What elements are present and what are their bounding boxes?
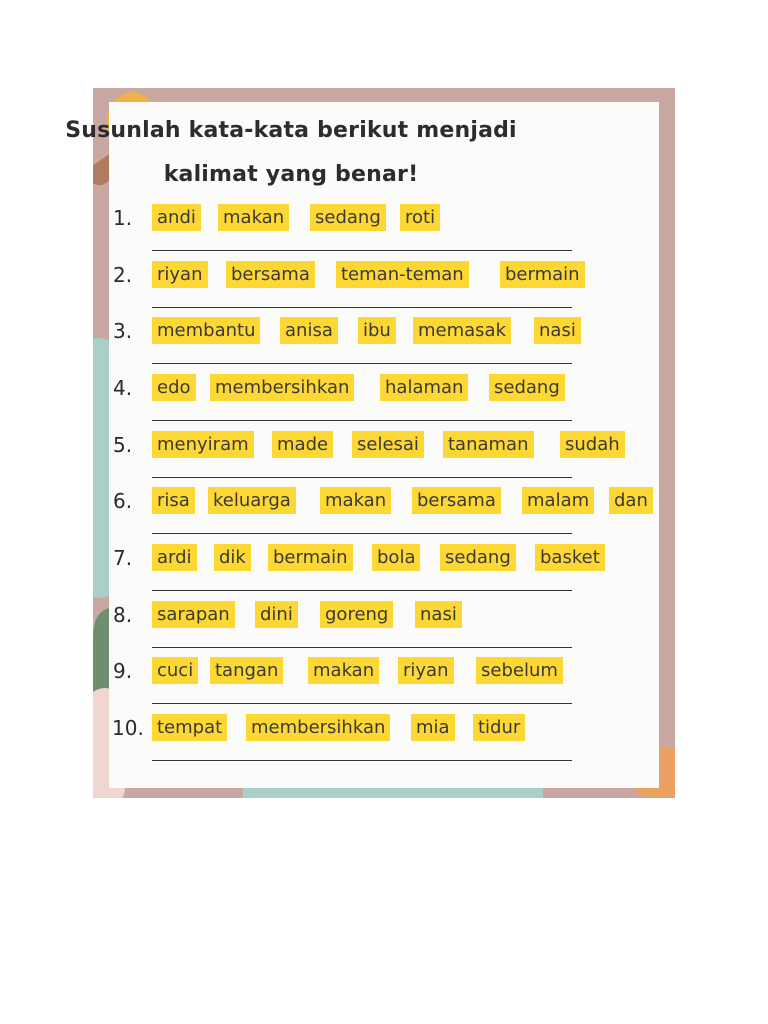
word-tile: membersihkan: [246, 714, 390, 741]
word-tile: sudah: [560, 431, 625, 458]
word-tile: bola: [372, 544, 420, 571]
word-tile: malam: [522, 487, 594, 514]
answer-line[interactable]: [152, 477, 572, 478]
word-tile: bermain: [268, 544, 353, 571]
word-tile: cuci: [152, 657, 198, 684]
word-tile: mia: [411, 714, 455, 741]
word-tile: dini: [255, 601, 298, 628]
word-tile: riyan: [152, 261, 208, 288]
word-tile: menyiram: [152, 431, 254, 458]
word-tile: tangan: [210, 657, 283, 684]
word-tile: anisa: [280, 317, 338, 344]
question-number: 10.: [112, 716, 144, 740]
answer-line[interactable]: [152, 760, 572, 761]
word-tile: sedang: [489, 374, 565, 401]
answer-line[interactable]: [152, 307, 572, 308]
word-tile: halaman: [380, 374, 468, 401]
word-tile: riyan: [398, 657, 454, 684]
word-tile: goreng: [320, 601, 393, 628]
word-tile: dik: [214, 544, 251, 571]
word-tile: tanaman: [443, 431, 534, 458]
question-number: 7.: [113, 546, 133, 570]
question-number: 6.: [113, 489, 133, 513]
question-number: 2.: [113, 263, 133, 287]
word-tile: sedang: [310, 204, 386, 231]
word-tile: makan: [218, 204, 289, 231]
question-number: 3.: [113, 319, 133, 343]
question-number: 4.: [113, 376, 133, 400]
word-tile: tidur: [473, 714, 525, 741]
word-tile: selesai: [352, 431, 424, 458]
word-tile: memasak: [413, 317, 511, 344]
word-tile: roti: [400, 204, 440, 231]
word-tile: bermain: [500, 261, 585, 288]
decor-shape-teal-bottom: [243, 788, 543, 798]
word-tile: nasi: [415, 601, 462, 628]
word-tile: sebelum: [476, 657, 563, 684]
worksheet-title-line2: kalimat yang benar!: [163, 162, 419, 187]
word-tile: risa: [152, 487, 195, 514]
word-tile: makan: [320, 487, 391, 514]
word-tile: teman-teman: [336, 261, 469, 288]
answer-line[interactable]: [152, 647, 572, 648]
answer-line[interactable]: [152, 533, 572, 534]
word-tile: makan: [308, 657, 379, 684]
word-tile: membantu: [152, 317, 260, 344]
word-tile: sedang: [440, 544, 516, 571]
word-tile: bersama: [412, 487, 501, 514]
question-number: 9.: [113, 659, 133, 683]
word-tile: ibu: [358, 317, 396, 344]
answer-line[interactable]: [152, 703, 572, 704]
word-tile: bersama: [226, 261, 315, 288]
answer-line[interactable]: [152, 363, 572, 364]
word-tile: edo: [152, 374, 196, 401]
question-number: 1.: [113, 206, 133, 230]
word-tile: sarapan: [152, 601, 235, 628]
word-tile: nasi: [534, 317, 581, 344]
word-tile: tempat: [152, 714, 227, 741]
word-tile: andi: [152, 204, 201, 231]
word-tile: ardi: [152, 544, 197, 571]
question-number: 8.: [113, 603, 133, 627]
word-tile: made: [272, 431, 333, 458]
answer-line[interactable]: [152, 250, 572, 251]
answer-line[interactable]: [152, 590, 572, 591]
worksheet-title-line1: Susunlah kata-kata berikut menjadi: [65, 118, 517, 143]
word-tile: dan: [609, 487, 653, 514]
word-tile: basket: [535, 544, 605, 571]
word-tile: membersihkan: [210, 374, 354, 401]
answer-line[interactable]: [152, 420, 572, 421]
word-tile: keluarga: [208, 487, 296, 514]
question-number: 5.: [113, 433, 133, 457]
